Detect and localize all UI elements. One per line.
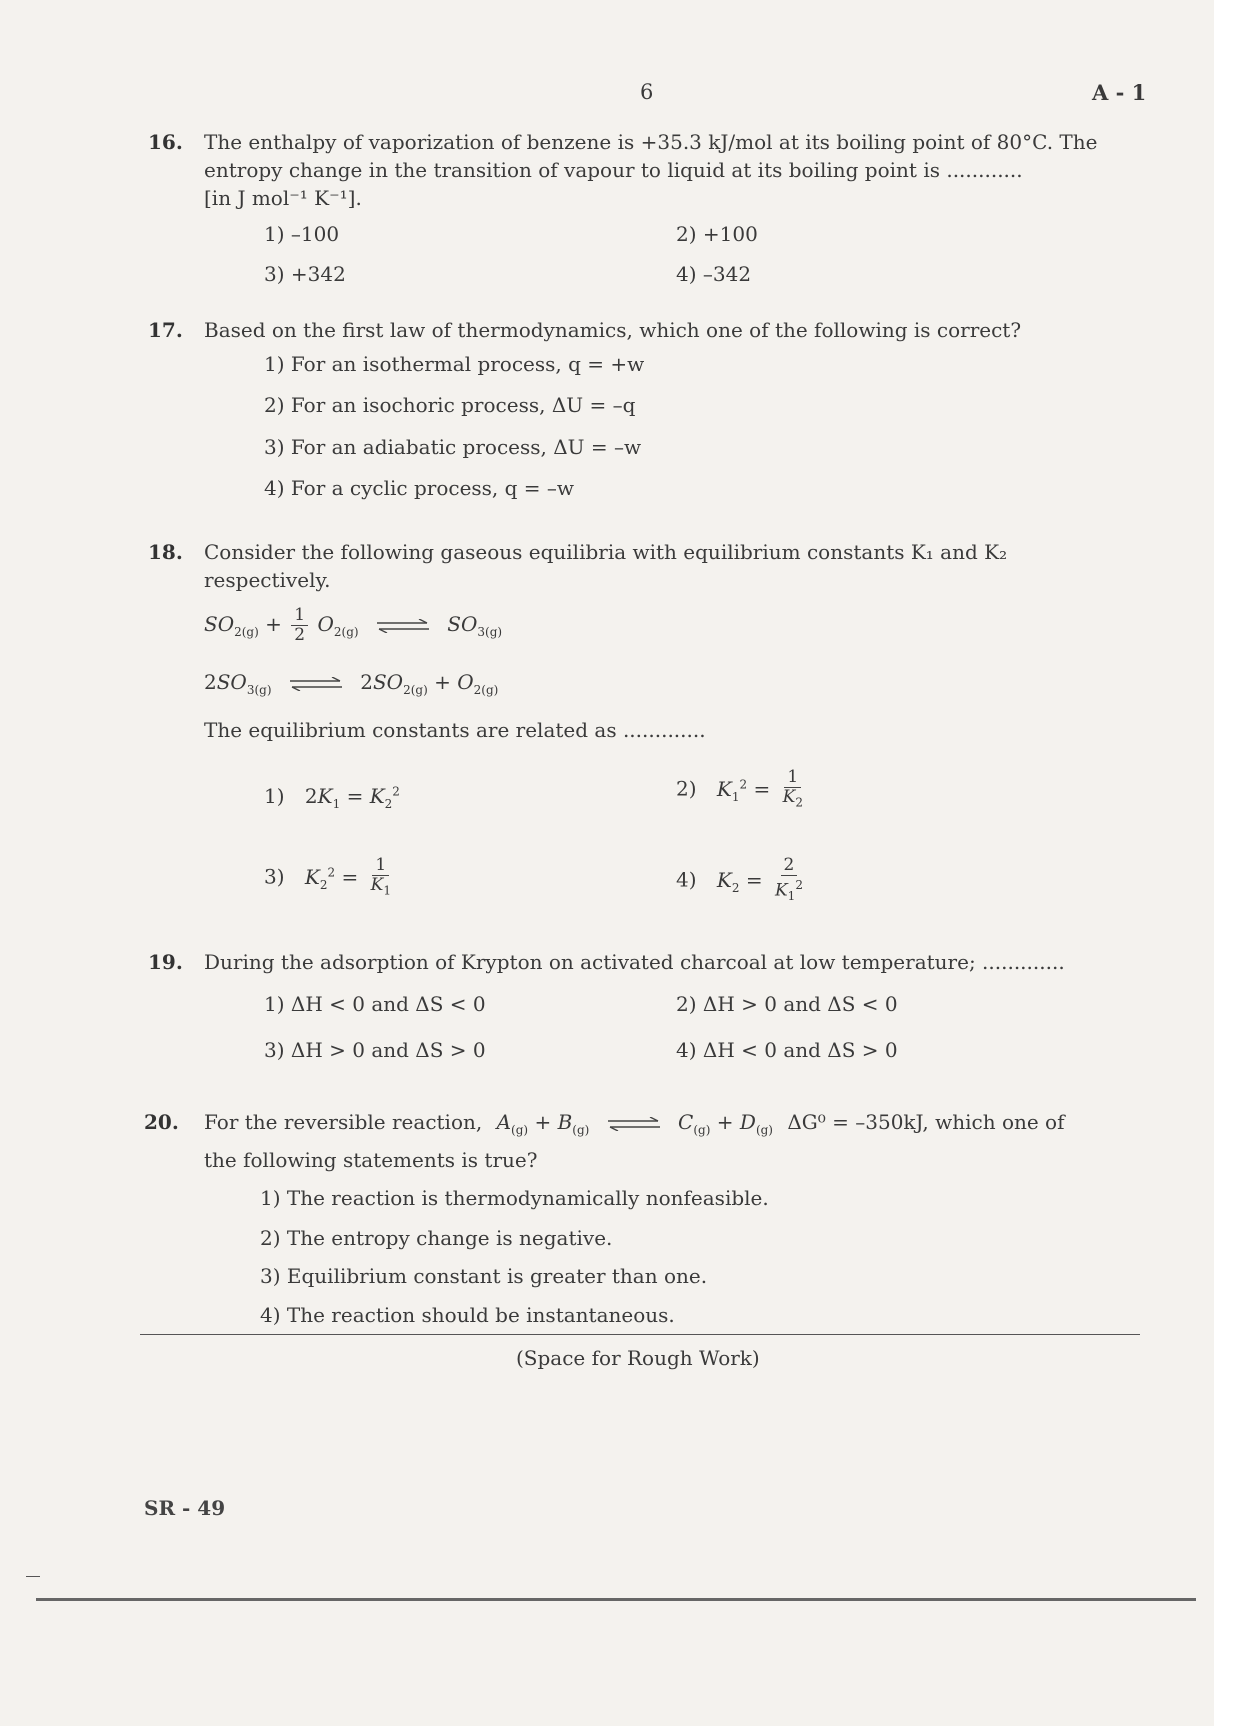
question-16-line3: [in J mol⁻¹ K⁻¹]. — [204, 186, 362, 210]
option-19-1[interactable]: 1) ΔH < 0 and ΔS < 0 — [264, 992, 486, 1016]
question-18-related: The equilibrium constants are related as ............. — [204, 718, 706, 742]
question-number-17: 17. — [148, 318, 183, 342]
option-label: 1) — [264, 784, 285, 808]
rough-work-label: (Space for Rough Work) — [516, 1346, 760, 1370]
option-18-2-math: $K_1^2$ = $\frac{1}{K_2}$ — [716, 767, 803, 810]
footer-code: SR - 49 — [144, 1496, 226, 1520]
option-16-4[interactable]: 4) –342 — [676, 262, 752, 286]
page-bottom-rule — [36, 1598, 1196, 1601]
option-18-4[interactable] — [676, 856, 809, 906]
half-fraction: $\frac{1}{2}$ — [291, 606, 308, 645]
question-18-line2: respectively. — [204, 568, 331, 592]
question-number-18: 18. — [148, 540, 183, 564]
option-17-1[interactable]: 1) For an isothermal process, q = +w — [264, 352, 645, 376]
option-16-1[interactable]: 1) –100 — [264, 222, 340, 246]
option-18-1[interactable] — [264, 784, 400, 811]
option-19-4[interactable]: 4) ΔH < 0 and ΔS > 0 — [676, 1038, 898, 1062]
paper-code: A - 1 — [1092, 80, 1147, 105]
option-19-3[interactable]: 3) ΔH > 0 and ΔS > 0 — [264, 1038, 486, 1062]
question-20-line1 — [204, 1108, 1065, 1144]
question-18-line1: Consider the following gaseous equilibria with equilibrium constants K₁ and K₂ — [204, 540, 1008, 564]
question-19-text: During the adsorption of Krypton on activated charcoal at low temperature; ............. — [204, 950, 1065, 974]
section-divider — [140, 1334, 1140, 1335]
question-20-line2: the following statements is true? — [204, 1148, 538, 1172]
equilibrium-equation-1: $SO_{2(g)}$ + $\frac{1}{2}$ $O_{2(g)}$ $SO_{3(g)}$ — [204, 605, 503, 645]
option-18-1-math: $2K_1 = K_2^2$ — [304, 784, 400, 811]
question-16-line2: entropy change in the transition of vapour to liquid at its boiling point is ............ — [204, 158, 1023, 182]
option-20-3[interactable]: 3) Equilibrium constant is greater than one. — [260, 1264, 708, 1288]
page-number: 6 — [640, 80, 654, 104]
equilibrium-arrow-icon — [606, 1117, 662, 1131]
option-label: 4) — [676, 867, 697, 892]
question-17-text: Based on the first law of thermodynamics, which one of the following is correct? — [204, 318, 1022, 342]
question-20-prefix: For the reversible reaction, — [204, 1110, 483, 1134]
option-18-3[interactable] — [264, 856, 397, 900]
option-17-4[interactable]: 4) For a cyclic process, q = –w — [264, 476, 575, 500]
question-number-19: 19. — [148, 950, 183, 974]
question-number-16: 16. — [148, 130, 183, 154]
option-18-2[interactable] — [676, 768, 809, 812]
option-label: 2) — [676, 776, 697, 801]
question-16-line1: The enthalpy of vaporization of benzene is +35.3 kJ/mol at its boiling point of 80°C. The — [204, 130, 1098, 154]
option-18-4-math: $K_2$ = $\frac{2}{K_1^2}$ — [716, 855, 803, 904]
option-20-1[interactable]: 1) The reaction is thermodynamically nonfeasible. — [260, 1186, 769, 1210]
scan-edge — [1214, 0, 1240, 1726]
option-20-2[interactable]: 2) The entropy change is negative. — [260, 1226, 613, 1250]
option-19-2[interactable]: 2) ΔH > 0 and ΔS < 0 — [676, 992, 898, 1016]
question-20-reaction: $A_{(g)} + B_{(g)}$ $C_{(g)} + D_{(g)}$ — [496, 1110, 773, 1137]
equilibrium-equation-2: $2SO_{3(g)}$ $2SO_{2(g)} + O_{2(g)}$ — [204, 670, 499, 697]
question-number-20: 20. — [144, 1110, 179, 1134]
equilibrium-arrow-icon — [288, 677, 344, 691]
option-label: 3) — [264, 864, 285, 889]
option-16-2[interactable]: 2) +100 — [676, 222, 758, 246]
scan-margin-mark — [26, 1576, 40, 1577]
equilibrium-arrow-icon — [375, 619, 431, 633]
option-17-2[interactable]: 2) For an isochoric process, ΔU = –q — [264, 393, 636, 417]
option-20-4[interactable]: 4) The reaction should be instantaneous. — [260, 1303, 675, 1327]
option-16-3[interactable]: 3) +342 — [264, 262, 346, 286]
option-17-3[interactable]: 3) For an adiabatic process, ΔU = –w — [264, 435, 642, 459]
option-18-3-math: $K_2^2$ = $\frac{1}{K_1}$ — [304, 855, 391, 898]
question-20-suffix: ΔG⁰ = –350kJ, which one of — [787, 1110, 1065, 1134]
